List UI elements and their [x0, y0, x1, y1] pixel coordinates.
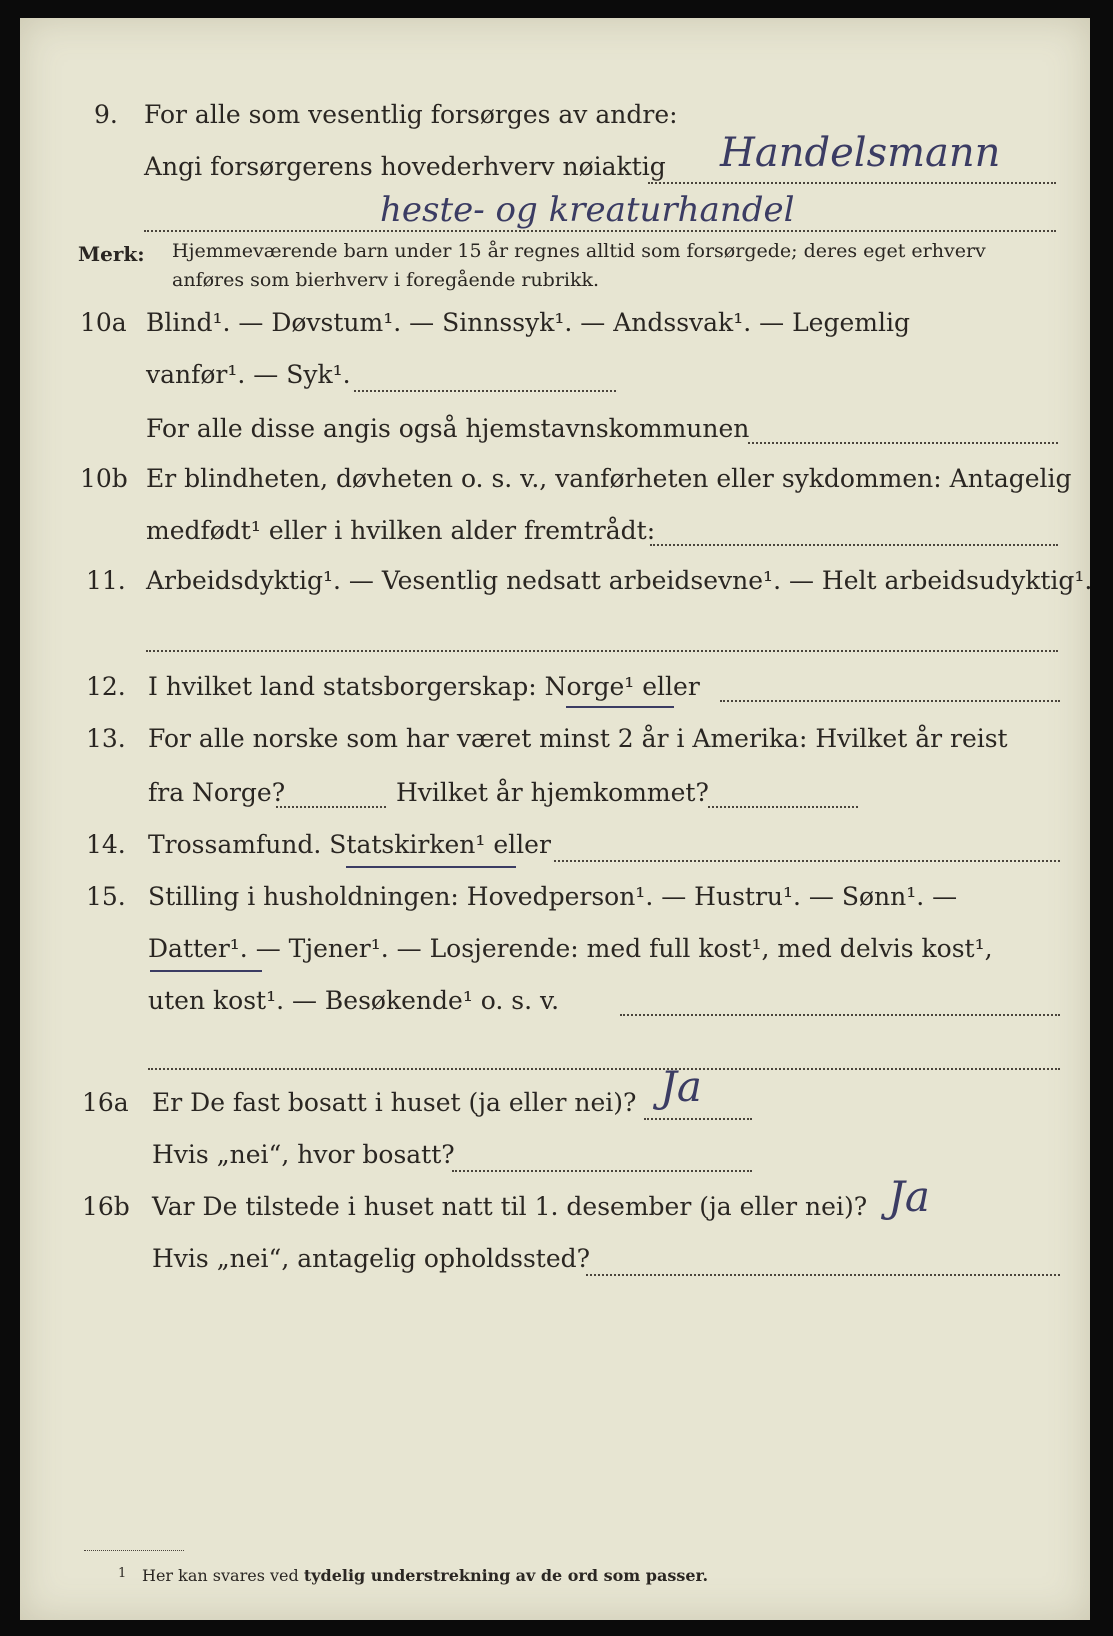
- q11-line1: Arbeidsdyktig¹. — Vesentlig nedsatt arbeidsevne¹. — Helt arbeidsudyktig¹.: [146, 566, 1093, 595]
- q12-line1: I hvilket land statsborgerskap: Norge¹ eller: [148, 672, 700, 701]
- q10a-syk-line: [354, 390, 616, 392]
- footnote-text-a: Her kan svares ved: [142, 1566, 299, 1585]
- q15-line2: Datter¹. — Tjener¹. — Losjerende: med full kost¹, med delvis kost¹,: [148, 934, 993, 963]
- footnote-text-b: tydelig understrekning: [303, 1566, 511, 1585]
- q16a-bosatt-line: [452, 1170, 752, 1172]
- footnote-mark: 1: [118, 1566, 127, 1581]
- q13-line2a: fra Norge?: [148, 778, 286, 807]
- q16b-opholdssted-line: [586, 1274, 1060, 1276]
- q10b-number: 10b: [80, 464, 128, 493]
- footnote-rule: [84, 1550, 184, 1551]
- q14-line1: Trossamfund. Statskirken¹ eller: [148, 830, 551, 859]
- q16a-answer: Ja: [660, 1062, 702, 1111]
- q12-answer-line: [720, 700, 1060, 702]
- q16b-line1: Var De tilstede i huset natt til 1. desember (ja eller nei)?: [152, 1192, 868, 1221]
- q12-number: 12.: [86, 672, 126, 701]
- q13-line1: For alle norske som har været minst 2 år i Amerika: Hvilket år reist: [148, 724, 1008, 753]
- q13-reist-line: [276, 806, 386, 808]
- q9-line1: For alle som vesentlig forsørges av andre:: [144, 100, 678, 129]
- q9-number: 9.: [94, 100, 118, 129]
- q9-answer-trade: heste- og kreaturhandel: [380, 190, 795, 230]
- q10a-line2: vanfør¹. — Syk¹.: [146, 360, 351, 389]
- q12-norge-underline: [566, 706, 674, 708]
- form-page: [20, 18, 1093, 1620]
- merk-line1: Hjemmeværende barn under 15 år regnes alltid som forsørgede; deres eget erhverv: [172, 240, 986, 262]
- q9-answer-occupation: Handelsmann: [720, 130, 1001, 176]
- q15-line3: uten kost¹. — Besøkende¹ o. s. v.: [148, 986, 560, 1015]
- q14-statskirken-underline: [346, 866, 516, 868]
- q14-answer-line: [554, 860, 1060, 862]
- q10a-line3: For alle disse angis også hjemstavnskommunen: [146, 414, 750, 443]
- q9-answer-line: [648, 182, 1056, 184]
- merk-label: Merk:: [78, 242, 145, 266]
- q13-number: 13.: [86, 724, 126, 753]
- q16a-number: 16a: [82, 1088, 129, 1117]
- q10b-line2: medfødt¹ eller i hvilken alder fremtrådt:: [146, 516, 656, 545]
- q14-number: 14.: [86, 830, 126, 859]
- q10b-line1: Er blindheten, døvheten o. s. v., vanførheten eller sykdommen: Antagelig: [146, 464, 1072, 493]
- q16a-answer-line: [644, 1118, 752, 1120]
- q16a-line2: Hvis „nei“, hvor bosatt?: [152, 1140, 455, 1169]
- q15-answer-line-2: [148, 1068, 1060, 1070]
- footnote-text-c: av de ord som passer.: [515, 1566, 709, 1585]
- q15-number: 15.: [86, 882, 126, 911]
- q15-answer-line: [620, 1014, 1060, 1016]
- q16b-number: 16b: [82, 1192, 130, 1221]
- merk-line2: anføres som bierhverv i foregående rubrikk.: [172, 269, 600, 291]
- q16a-line1: Er De fast bosatt i huset (ja eller nei)?: [152, 1088, 637, 1117]
- q13-hjemkommet-line: [708, 806, 858, 808]
- q9-line2: Angi forsørgerens hovederhverv nøiaktig: [144, 152, 666, 181]
- q11-answer-line: [146, 650, 1058, 652]
- q16b-answer: Ja: [888, 1172, 930, 1221]
- q10a-line1: Blind¹. — Døvstum¹. — Sinnssyk¹. — Andssvak¹. — Legemlig: [146, 308, 910, 337]
- q16b-line2: Hvis „nei“, antagelig opholdssted?: [152, 1244, 591, 1273]
- q10a-kommune-line: [748, 442, 1058, 444]
- q13-line2b: Hvilket år hjemkommet?: [396, 778, 709, 807]
- q11-number: 11.: [86, 566, 126, 595]
- q10b-answer-line: [650, 544, 1058, 546]
- q15-datter-underline: [150, 970, 262, 972]
- q9-answer-line-2: [144, 230, 1056, 232]
- q10a-number: 10a: [80, 308, 127, 337]
- q15-line1: Stilling i husholdningen: Hovedperson¹. — Hustru¹. — Sønn¹. —: [148, 882, 958, 911]
- footnote-text: [142, 1566, 708, 1585]
